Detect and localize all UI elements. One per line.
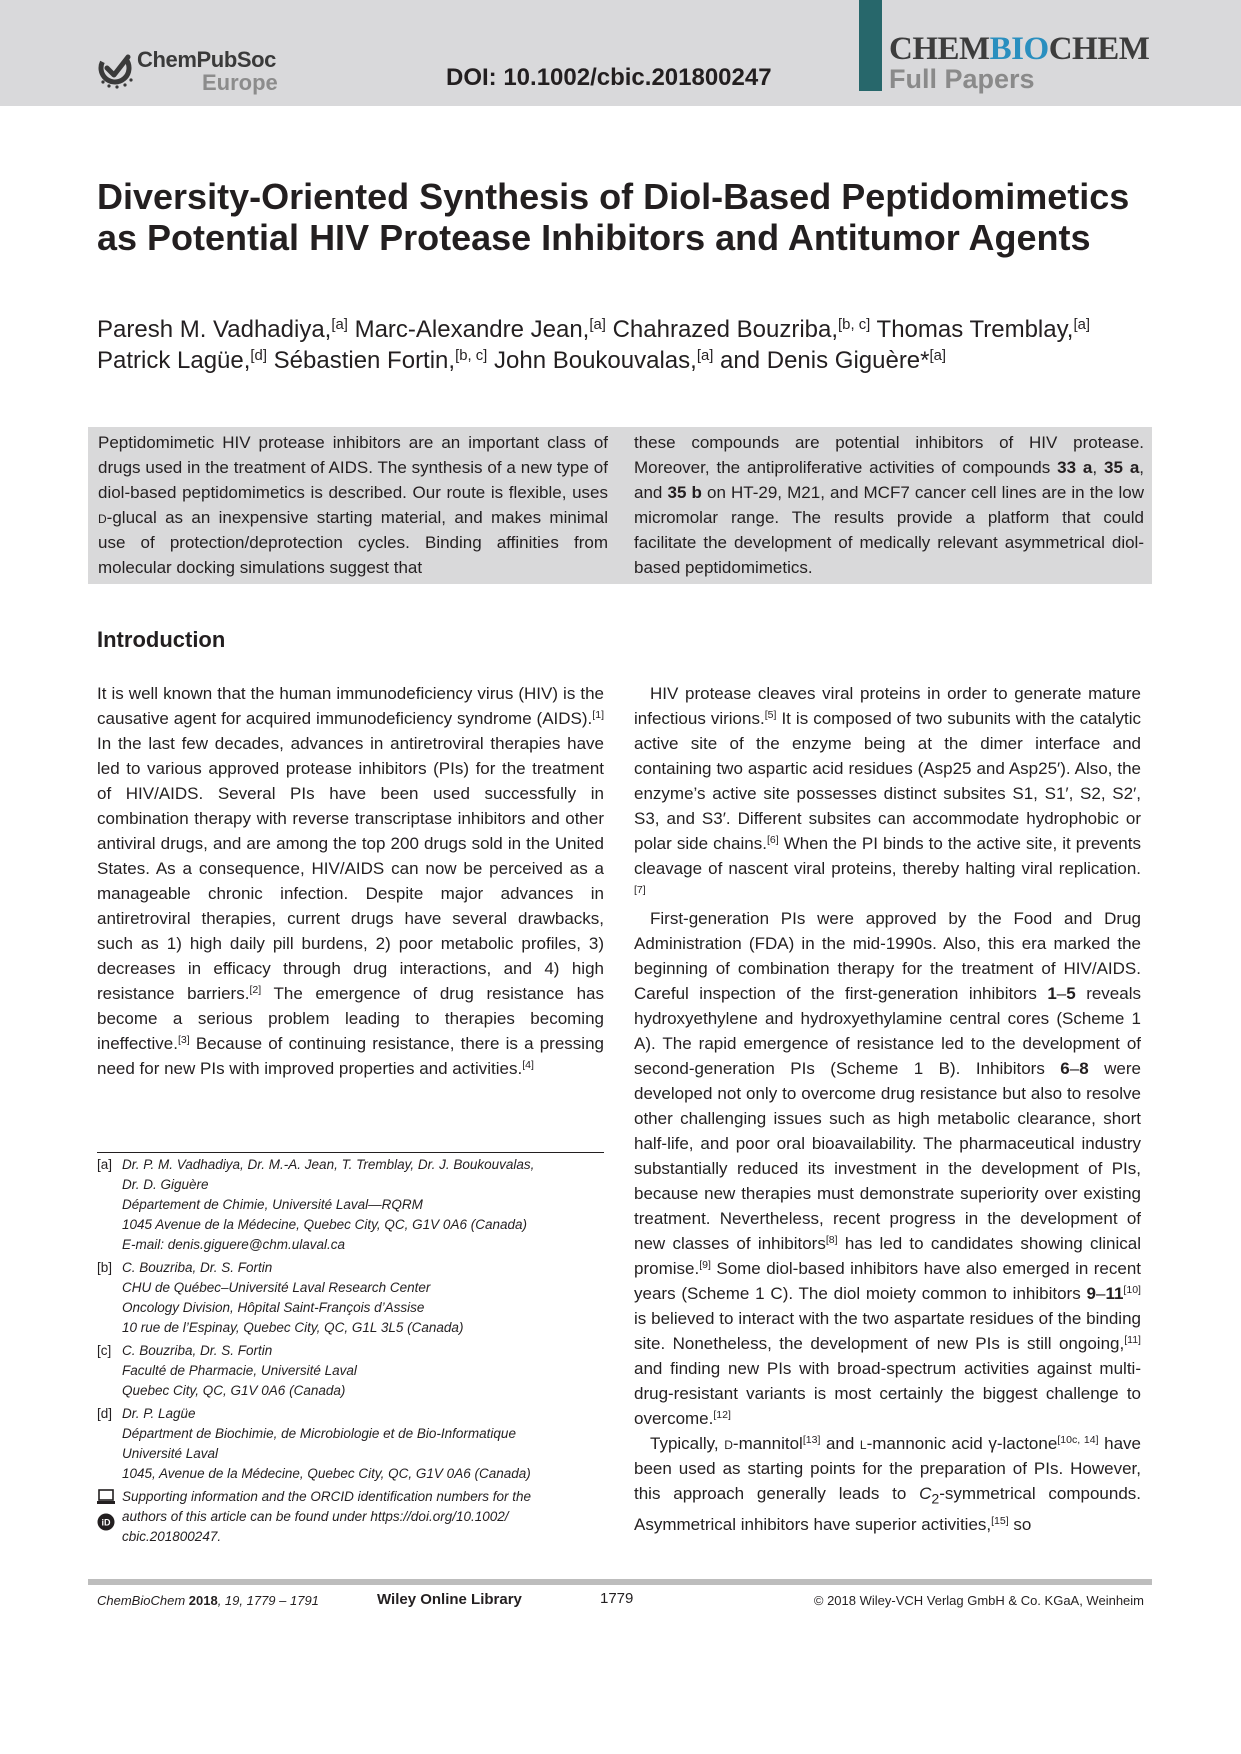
publisher-region: Europe bbox=[202, 70, 278, 95]
author-name[interactable]: Patrick Lagüe, bbox=[97, 347, 251, 374]
author-name[interactable]: Chahrazed Bouzriba, bbox=[612, 316, 839, 343]
reference-link[interactable]: [12] bbox=[713, 1409, 731, 1422]
reference-link[interactable]: [5] bbox=[764, 709, 777, 722]
reference-link[interactable]: [2] bbox=[249, 984, 262, 997]
article-type: Full Papers bbox=[889, 64, 1035, 94]
stereo-prefix: l bbox=[859, 1434, 867, 1453]
supporting-info-line: Supporting information and the ORCID identification numbers for the bbox=[122, 1489, 531, 1504]
body-text: – bbox=[1095, 1284, 1106, 1303]
affiliation-tag: [d] bbox=[97, 1406, 113, 1421]
compound-number: 6 bbox=[1060, 1059, 1070, 1078]
reference-link[interactable]: [11] bbox=[1124, 1334, 1141, 1347]
supporting-info-link[interactable]: cbic.201800247. bbox=[122, 1529, 222, 1544]
chempubsoc-logo-icon bbox=[97, 46, 141, 90]
affiliation-entry bbox=[97, 1155, 604, 1255]
author-name[interactable]: Sébastien Fortin, bbox=[273, 347, 456, 374]
author-name[interactable]: and Denis Giguère* bbox=[720, 347, 930, 374]
journal-name-part3: CHEM bbox=[1048, 31, 1150, 67]
body-text: reveals hydroxyethylene and hydroxyethylamine central cores (Scheme 1 A). The rapid emergence of resistance led to the development of second-generation PIs (Scheme 1 B). Inhibitors bbox=[634, 984, 1141, 1078]
reference-link[interactable]: [15] bbox=[991, 1515, 1009, 1528]
body-text: -mannonic acid γ-lactone bbox=[866, 1434, 1058, 1453]
body-text: It is well known that the human immunodeficiency virus (HIV) is the causative agent for acquired immunodeficiency syndrome (AIDS). bbox=[97, 684, 604, 728]
body-text: – bbox=[1069, 1059, 1080, 1078]
body-text: Some diol-based inhibitors have also emerged in recent years (Scheme 1 C). The diol moiety common to inhibitors bbox=[634, 1259, 1141, 1303]
journal-name-part2: BIO bbox=[989, 31, 1049, 67]
author-affiliation: [a] bbox=[589, 316, 606, 333]
abstract-text: -glucal as an inexpensive starting material, and makes minimal use of protection/deprotection cycles. Binding affinities from molecular docking simulations suggest that bbox=[98, 508, 608, 577]
affiliation-line: Université Laval bbox=[122, 1446, 219, 1461]
affiliation-line: 10 rue de l’Espinay, Quebec City, QC, G1L 3L5 (Canada) bbox=[122, 1320, 464, 1335]
stereo-prefix: d bbox=[98, 508, 107, 527]
affiliation-line: Dr. D. Giguère bbox=[122, 1177, 209, 1192]
body-text: First-generation PIs were approved by the Food and Drug Administration (FDA) in the mid-1990s. Also, this era marked the beginning of combination therapy for the treatment of HIV/AIDS. Careful inspection of the first-generation inhibitors bbox=[634, 909, 1141, 1003]
journal-name[interactable] bbox=[889, 31, 1149, 68]
author-affiliation: [a] bbox=[696, 347, 714, 364]
compound-number: 1 bbox=[1047, 984, 1057, 1003]
compound-number: 35 b bbox=[667, 483, 702, 502]
supporting-info-link[interactable]: authors of this article can be found under https://doi.org/10.1002/ bbox=[122, 1509, 509, 1524]
compound-number: 5 bbox=[1066, 984, 1076, 1003]
affiliation-line: 1045 Avenue de la Médecine, Quebec City, QC, G1V 0A6 (Canada) bbox=[122, 1217, 527, 1232]
author-affiliation: [a] bbox=[331, 316, 348, 333]
body-text: Typically, bbox=[650, 1434, 725, 1453]
affiliation-line: Département de Chimie, Université Laval—RQRM bbox=[122, 1197, 423, 1212]
abstract-text: on HT-29, M21, and MCF7 cancer cell lines are in the low micromolar range. The results provide a platform that could facilitate the development of medically relevant asymmetrical diol-based peptidomimetics. bbox=[634, 483, 1144, 577]
reference-link[interactable]: [6] bbox=[766, 834, 779, 847]
author-affiliation: [d] bbox=[250, 347, 267, 364]
author-name[interactable]: Paresh M. Vadhadiya, bbox=[97, 316, 332, 343]
affiliation-entry bbox=[97, 1258, 604, 1338]
reference-link[interactable]: [13] bbox=[802, 1434, 821, 1447]
affiliation-tag: [a] bbox=[97, 1157, 113, 1172]
abstract-column-right bbox=[634, 430, 1144, 580]
compound-number: 8 bbox=[1079, 1059, 1089, 1078]
footer-journal: ChemBioChem bbox=[97, 1593, 186, 1608]
author-name[interactable]: Marc-Alexandre Jean, bbox=[354, 316, 590, 343]
author-name[interactable]: John Boukouvalas, bbox=[494, 347, 697, 374]
section-heading: Introduction bbox=[97, 627, 226, 652]
footer-divider bbox=[88, 1579, 1152, 1585]
abstract-column-left bbox=[98, 430, 608, 580]
body-text: HIV protease cleaves viral proteins in order to generate mature infectious virions. bbox=[634, 684, 1141, 728]
body-text: has led to candidates showing clinical promise. bbox=[634, 1234, 1141, 1278]
reference-link[interactable]: [10] bbox=[1123, 1284, 1141, 1297]
affiliation-line: Départment de Biochimie, de Microbiologie et de Bio-Informatique bbox=[122, 1426, 516, 1441]
abstract-text: , bbox=[1092, 458, 1105, 477]
body-text: – bbox=[1056, 984, 1067, 1003]
computer-icon bbox=[97, 1489, 115, 1505]
doi-link[interactable]: DOI: 10.1002/cbic.201800247 bbox=[446, 64, 772, 91]
symmetry-subscript: 2 bbox=[931, 1491, 940, 1508]
affiliation-line: Dr. P. Lagüe bbox=[122, 1406, 196, 1421]
intro-column-left bbox=[97, 681, 604, 1081]
affiliation-entry bbox=[97, 1341, 604, 1401]
paper-title: Diversity-Oriented Synthesis of Diol-Based Peptidomimetics as Potential HIV Protease Inhibitors and Antitumor Agents bbox=[97, 176, 1130, 258]
paragraph bbox=[634, 906, 1141, 1431]
abstract-text: , and bbox=[634, 458, 1145, 502]
reference-link[interactable]: [4] bbox=[522, 1059, 534, 1072]
affiliation-line: C. Bouzriba, Dr. S. Fortin bbox=[122, 1260, 273, 1275]
affiliation-tag: [c] bbox=[97, 1343, 112, 1358]
affiliation-line: Quebec City, QC, G1V 0A6 (Canada) bbox=[122, 1383, 346, 1398]
body-text: When the PI binds to the active site, it prevents cleavage of nascent viral proteins, thereby halting viral replication. bbox=[634, 834, 1141, 878]
symmetry-symbol: C bbox=[919, 1484, 932, 1503]
intro-column-right bbox=[634, 681, 1141, 1537]
affiliation-line: C. Bouzriba, Dr. S. Fortin bbox=[122, 1343, 273, 1358]
compound-number: 9 bbox=[1086, 1284, 1096, 1303]
affiliation-line: Oncology Division, Hôpital Saint-François d’Assise bbox=[122, 1300, 425, 1315]
abstract-text: these compounds are potential inhibitors of HIV protease. Moreover, the antiproliferative activities of compounds bbox=[634, 433, 1144, 477]
paragraph bbox=[97, 681, 604, 1081]
reference-link[interactable]: [1] bbox=[592, 709, 604, 722]
contact-email[interactable]: E-mail: denis.giguere@chm.ulaval.ca bbox=[122, 1237, 346, 1252]
supporting-info-icons bbox=[97, 1489, 115, 1531]
svg-text:iD: iD bbox=[101, 1517, 111, 1528]
body-text: Because of continuing resistance, there is a pressing need for new PIs with improved properties and activities. bbox=[97, 1034, 604, 1078]
supporting-info-text bbox=[122, 1487, 604, 1547]
body-text: In the last few decades, advances in antiretroviral therapies have led to various approved protease inhibitors (PIs) for the treatment of HIV/AIDS. Several PIs have been used successfully in combination therapy with reverse transcriptase inhibitors and other antiviral drugs, and are among the top 200 drugs sold in the United States. As a consequence, HIV/AIDS can now be perceived as a manageable chronic infection. Despite major advances in antiretroviral therapies, current drugs have several drawbacks, such as 1) high daily pill burdens, 2) poor metabolic profiles, 3) decreases in efficacy through drug interactions, and 4) high resistance barriers. bbox=[97, 734, 604, 1003]
journal-name-part1: CHEM bbox=[889, 31, 990, 67]
body-text: It is composed of two subunits with the catalytic active site of the enzyme being at the dimer interface and containing two aspartic acid residues (Asp25 and Asp25′). Also, the enzyme’s active site possesses distinct subsites S1, S1′, S2, S2′, S3, and S3′. Different subsites can accommodate hydrophobic or polar side chains. bbox=[634, 709, 1142, 853]
affiliation-entry bbox=[97, 1404, 604, 1484]
stereo-prefix: d bbox=[724, 1434, 733, 1453]
body-text: The emergence of drug resistance has become a serious problem leading to therapies becoming ineffective. bbox=[97, 984, 604, 1053]
affiliation-line: 1045, Avenue de la Médecine, Quebec City, QC, G1V 0A6 (Canada) bbox=[122, 1466, 531, 1481]
journal-accent-bar bbox=[859, 0, 882, 91]
compound-number: 33 a bbox=[1057, 458, 1093, 477]
affiliation-tag: [b] bbox=[97, 1260, 113, 1275]
footer-year: 2018 bbox=[188, 1593, 218, 1608]
body-text: is believed to interact with the two aspartate residues of the binding site. Nonetheless, the development of new PIs is still ongoing, bbox=[634, 1309, 1141, 1353]
footer-volume-pages: , 19, 1779 – 1791 bbox=[217, 1593, 319, 1608]
reference-link[interactable]: [7] bbox=[634, 884, 646, 897]
author-affiliation: [b, c] bbox=[838, 316, 871, 333]
author-list bbox=[97, 314, 1177, 376]
body-text: -mannitol bbox=[732, 1434, 803, 1453]
page-number: 1779 bbox=[600, 1590, 634, 1607]
author-affiliation: [a] bbox=[1073, 316, 1091, 333]
body-text: have been used as starting points for the preparation of PIs. However, this approach generally leads to bbox=[634, 1434, 1142, 1503]
orcid-icon[interactable] bbox=[97, 1513, 115, 1531]
body-text: were developed not only to overcome drug resistance but also to resolve other challenging issues such as high metabolic clearance, short half-life, and poor oral bioavailability. The pharmaceutical industry substantially reduced its investment in the development of PIs, because new therapies must demonstrate superiority over existing treatment. Nevertheless, recent progress in the development of new classes of inhibitors bbox=[634, 1059, 1142, 1253]
publisher-logo[interactable] bbox=[97, 46, 287, 96]
footnote-divider bbox=[97, 1152, 604, 1153]
reference-link[interactable]: [3] bbox=[177, 1034, 190, 1047]
affiliations bbox=[97, 1155, 604, 1547]
compound-number: 11 bbox=[1105, 1284, 1124, 1303]
affiliation-line: Dr. P. M. Vadhadiya, Dr. M.-A. Jean, T. Tremblay, Dr. J. Boukouvalas, bbox=[122, 1157, 535, 1172]
abstract-text: Peptidomimetic HIV protease inhibitors are an important class of drugs used in the treatment of AIDS. The synthesis of a new type of diol-based peptidomimetics is described. Our route is flexible, uses bbox=[98, 433, 608, 502]
wiley-online-library-link[interactable]: Wiley Online Library bbox=[377, 1591, 522, 1608]
body-text: so bbox=[1008, 1515, 1032, 1535]
copyright-notice: © 2018 Wiley-VCH Verlag GmbH & Co. KGaA, Weinheim bbox=[813, 1593, 1144, 1608]
reference-link[interactable]: [10c, 14] bbox=[1057, 1434, 1099, 1447]
author-name[interactable]: Thomas Tremblay, bbox=[876, 316, 1074, 343]
reference-link[interactable]: [9] bbox=[699, 1259, 711, 1272]
footer-citation bbox=[97, 1593, 319, 1608]
author-affiliation: [a] bbox=[929, 347, 947, 364]
author-affiliation: [b, c] bbox=[455, 347, 488, 364]
body-text: and bbox=[820, 1434, 860, 1453]
paragraph bbox=[634, 681, 1141, 906]
reference-link[interactable]: [8] bbox=[825, 1234, 838, 1247]
affiliation-line: CHU de Québec–Université Laval Research Center bbox=[122, 1280, 431, 1295]
supporting-info-note bbox=[97, 1487, 604, 1547]
affiliation-line: Faculté de Pharmacie, Université Laval bbox=[122, 1363, 357, 1378]
publisher-name: ChemPubSoc bbox=[137, 47, 277, 72]
paragraph bbox=[634, 1431, 1141, 1537]
body-text: and finding new PIs with broad-spectrum activities against multi-drug-resistant variants is most certainly the biggest challenge to overcome. bbox=[634, 1359, 1141, 1428]
body-text: -symmetrical compounds. Asymmetrical inhibitors have superior activities, bbox=[634, 1484, 1141, 1535]
compound-number: 35 a bbox=[1104, 458, 1140, 477]
